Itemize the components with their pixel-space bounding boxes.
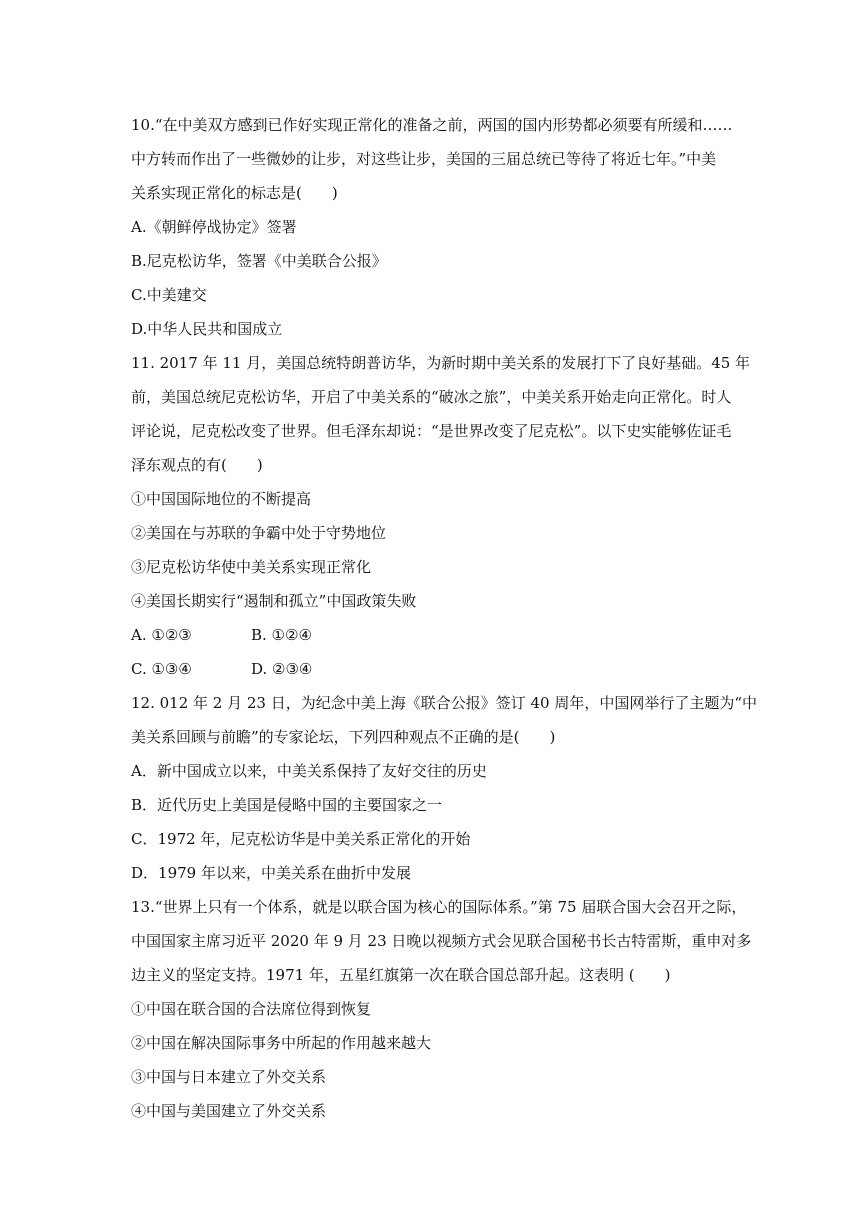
question-11-stem-line-3: 评论说，尼克松改变了世界。但毛泽东却说：“是世界改变了尼克松”。以下史实能够佐证毛 [131, 422, 732, 440]
question-10 [131, 108, 735, 346]
question-13-item-4: ④中国与美国建立了外交关系 [131, 1102, 327, 1120]
question-11-item-3: ③尼克松访华使中美关系实现正常化 [131, 558, 372, 576]
question-11-option-c: C. ①③④ [131, 660, 192, 678]
question-11-options-row-2 [131, 652, 735, 686]
question-11-stem-line-4: 泽东观点的有( ) [131, 456, 263, 474]
question-11-options-row-1 [131, 618, 735, 652]
question-12 [131, 686, 758, 890]
question-11-stem-line-1: 11. 2017 年 11 月，美国总统特朗普访华，为新时期中美关系的发展打下了良好基础。45 年 [131, 354, 751, 372]
question-13-item-3: ③中国与日本建立了外交关系 [131, 1068, 327, 1086]
question-13-stem-line-3: 边主义的坚定支持。1971 年，五星红旗第一次在联合国总部升起。这表明 ( ) [131, 966, 671, 984]
question-10-stem-line-2: 中方转而作出了一些微妙的让步，对这些让步，美国的三届总统已等待了将近七年。”中美 [131, 150, 717, 168]
question-10-stem-line-3: 关系实现正常化的标志是( ) [131, 184, 338, 202]
question-10-option-c: C.中美建交 [131, 286, 207, 304]
question-11-option-a: A. ①②③ [131, 626, 192, 644]
question-12-option-b: B．近代历史上美国是侵略中国的主要国家之一 [131, 796, 443, 814]
question-12-stem-line-2: 美关系回顾与前瞻”的专家论坛，下列四种观点不正确的是( ) [131, 728, 556, 746]
question-10-option-d: D.中华人民共和国成立 [131, 320, 283, 338]
document-page [131, 108, 758, 1128]
question-11-item-4: ④美国长期实行“遏制和孤立”中国政策失败 [131, 592, 417, 610]
question-11-option-d: D. ②③④ [251, 660, 313, 678]
question-10-option-b: B.尼克松访华，签署《中美联合公报》 [131, 252, 387, 270]
question-13-item-2: ②中国在解决国际事务中所起的作用越来越大 [131, 1034, 432, 1052]
question-12-option-a: A．新中国成立以来，中美关系保持了友好交往的历史 [131, 762, 487, 780]
question-11 [131, 346, 751, 686]
question-11-stem-line-2: 前，美国总统尼克松访华，开启了中美关系的“破冰之旅”，中美关系开始走向正常化。时人 [131, 388, 732, 406]
question-12-option-d: D．1979 年以来，中美关系在曲折中发展 [131, 864, 411, 882]
question-12-stem-line-1: 12. 012 年 2 月 23 日，为纪念中美上海《联合公报》签订 40 周年，中国网举行了主题为“中 [131, 694, 758, 712]
question-11-option-b: B. ①②④ [251, 626, 312, 644]
question-11-item-1: ①中国国际地位的不断提高 [131, 490, 312, 508]
question-13-item-1: ①中国在联合国的合法席位得到恢复 [131, 1000, 372, 1018]
question-13-stem-line-2: 中国国家主席习近平 2020 年 9 月 23 日晚以视频方式会见联合国秘书长古特雷斯，重申对多 [131, 932, 752, 950]
question-13 [131, 890, 752, 1128]
question-10-option-a: A.《朝鲜停战协定》签署 [131, 218, 297, 236]
question-13-stem-line-1: 13.“世界上只有一个体系，就是以联合国为核心的国际体系。”第 75 届联合国大会召开之际， [131, 898, 747, 916]
question-11-item-2: ②美国在与苏联的争霸中处于守势地位 [131, 524, 387, 542]
question-10-stem-line-1: 10.“在中美双方感到已作好实现正常化的准备之前，两国的国内形势都必须要有所缓和…… [131, 116, 733, 134]
question-12-option-c: C．1972 年，尼克松访华是中美关系正常化的开始 [131, 830, 471, 848]
